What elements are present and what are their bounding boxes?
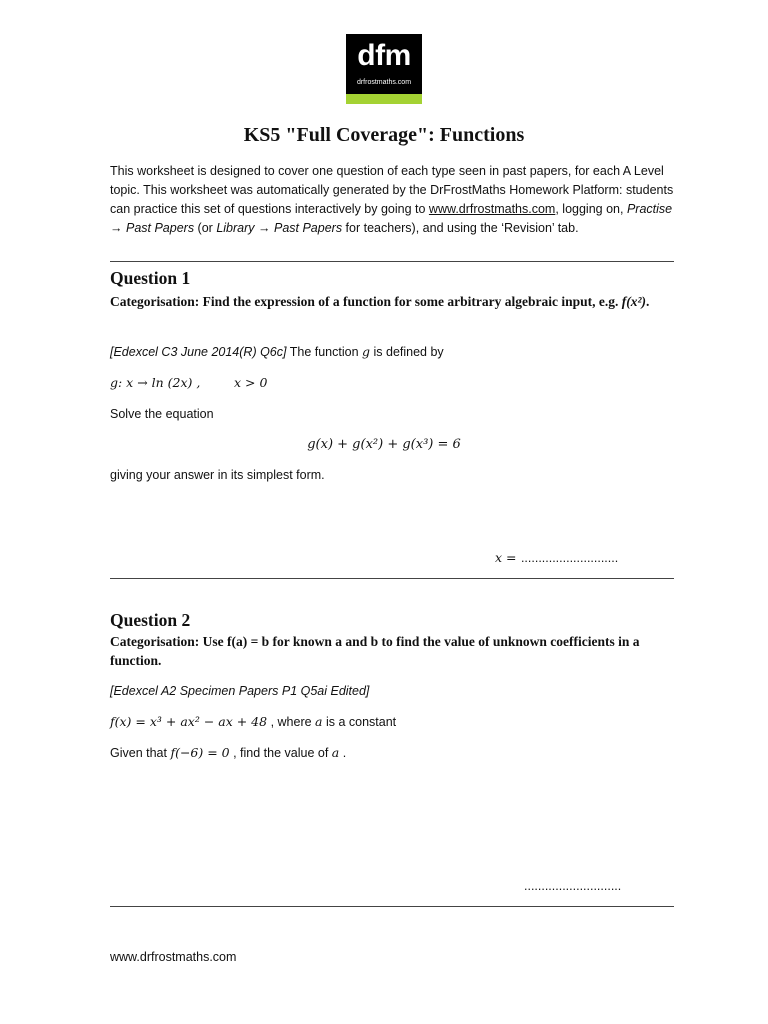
logo-accent-bar [346,94,422,104]
q1-function-definition [110,374,200,392]
intro-past-papers-2: Past Papers [273,221,343,235]
q1-answer-line [495,549,618,567]
q1-def-var: g [362,344,371,359]
q1-def-text: The function [286,345,362,359]
logo-text: dfm [357,39,411,72]
q1-source-line [110,343,444,361]
q2-given-line [110,744,346,762]
footer-url[interactable]: www.drfrostmaths.com [110,950,237,964]
q2-given-math: f(−6) = 0 [170,745,230,760]
q1-domain-wrap [234,374,267,392]
q1-answer-var: x = [495,550,517,565]
q1-answer-blank[interactable]: ............................ [520,551,619,565]
question-2-categorisation: Categorisation: Use f(a) = b for known a and b to find the value of unknown coefficients in a function. [110,634,640,668]
q2-source-line [110,682,369,700]
page-title: KS5 "Full Coverage": Functions [243,124,525,146]
q2-given-mid: , find the value of [229,746,332,760]
intro-past-papers-1: Past Papers [125,221,195,235]
dfm-logo [346,34,422,104]
q1-simplest: giving your answer in its simplest form. [110,468,325,482]
q2-answer-blank[interactable]: ............................ [524,879,622,893]
logo-url: drfrostmaths.com [356,79,412,86]
intro-practise: Practise [626,202,673,216]
q2-const-suffix: is a constant [322,715,397,729]
q2-given-var: a [331,745,340,760]
divider [110,906,674,907]
q1-cat-text: Categorisation: Find the expression of a function for some arbitrary algebraic input, e.g. [110,294,622,309]
q2-source: [Edexcel A2 Specimen Papers P1 Q5ai Edited] [110,684,370,698]
intro-text-1: This worksheet is designed to cover one question of each type seen in past papers, for each A Level topic. This worksheet was automatically generated by the DrFrostMaths Homework Platform: students can practice this set of questions interactively by going to [110,164,674,216]
q1-func-def: g: x → ln (2x) , [110,375,201,390]
q2-given-prefix: Given that [110,746,171,760]
q2-const-var: a [315,714,323,729]
q2-function-line [110,713,396,731]
drfrostmaths-link[interactable]: www.drfrostmaths.com [428,202,556,216]
q2-given-suffix: . [339,746,347,760]
q2-func: f(x) = x³ + ax² − ax + 48 [110,714,268,729]
q1-def-text2: is defined by [370,345,444,359]
intro-arrow-1: → [110,221,126,235]
q1-cat-math: f(x²) [621,294,647,309]
intro-library: Library [216,221,255,235]
intro-text-3: (or [194,221,217,235]
q1-equation: g(x) + g(x²) + g(x³) = 6 [307,437,461,452]
q1-domain: x > 0 [234,375,268,390]
q2-func-suffix: , where [267,715,316,729]
intro-text-4: for teachers), and using the ‘Revision’ tab. [342,221,579,235]
intro-text-2: , logging on, [555,202,627,216]
question-2-heading: Question 2 [110,610,191,630]
question-1-heading: Question 1 [110,268,191,288]
question-1-categorisation [110,292,675,311]
intro-paragraph [110,162,675,238]
intro-arrow-2: → [254,221,274,235]
divider [110,261,674,262]
q1-source: [Edexcel C3 June 2014(R) Q6c] [110,345,287,359]
divider [110,578,674,579]
q1-solve: Solve the equation [110,407,214,421]
q2-answer-line [524,877,621,895]
q1-cat-suffix: . [646,294,650,309]
